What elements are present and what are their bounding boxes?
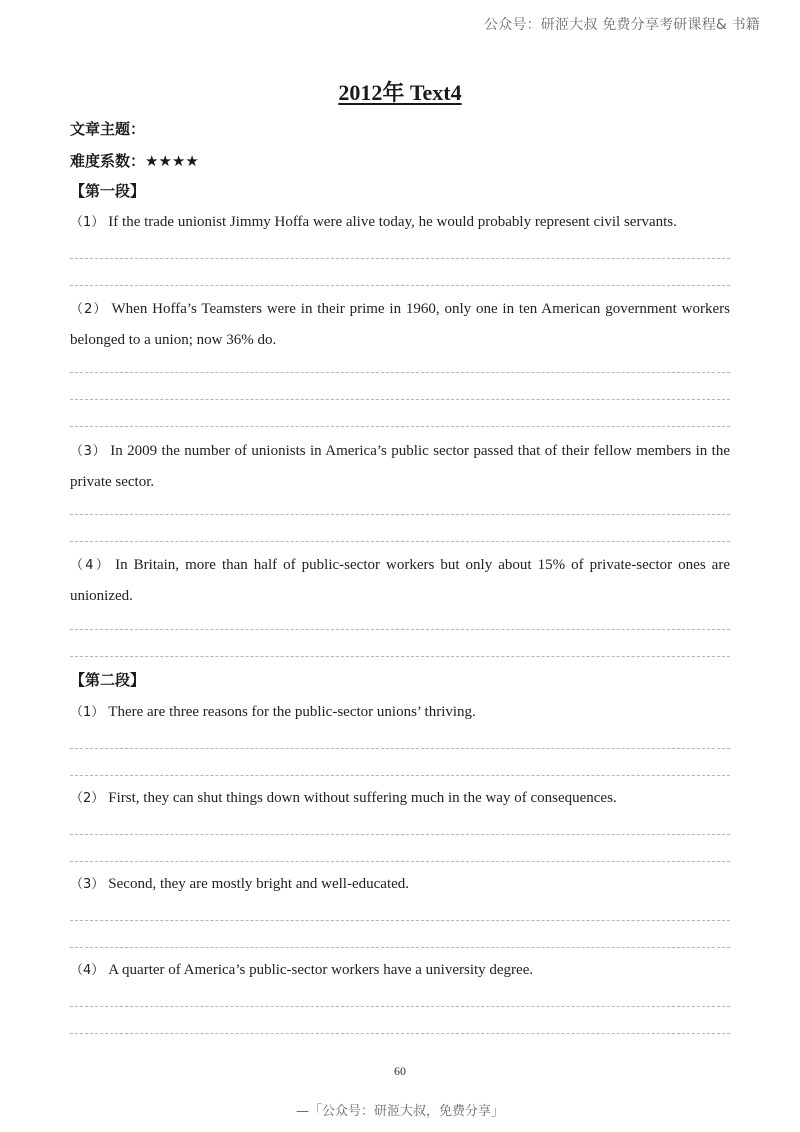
page-title-text: 2012年 Text4: [338, 80, 462, 105]
sentence-1-3: [70, 436, 730, 497]
answer-line: [70, 834, 730, 835]
answer-line: [70, 1033, 730, 1034]
answer-line: [70, 426, 730, 427]
topic-label: 文章主题：: [70, 120, 146, 138]
sentence-number: （2）: [70, 791, 105, 806]
sentence-number: （4）: [70, 558, 112, 573]
sentence-2-3: [70, 869, 730, 900]
header-note: 公众号：研洍大叔 免费分享考研课程& 书籍: [483, 17, 760, 33]
sentence-1-2: [70, 294, 730, 355]
sentence-number: （2）: [70, 302, 108, 317]
answer-line: [70, 748, 730, 749]
answer-line: [70, 541, 730, 542]
sentence-2-1: [70, 697, 730, 728]
sentence-text: First, they can shut things down without suffering much in the way of consequences.: [108, 790, 617, 806]
sentence-text: A quarter of America’s public-sector workers have a university degree.: [108, 962, 534, 978]
sentence-text: In Britain, more than half of public-sector workers but only about 15% of private-sector ones are unionized.: [70, 557, 730, 604]
difficulty-line: [70, 150, 199, 171]
difficulty-label: 难度系数：: [70, 152, 146, 170]
sentence-text: In 2009 the number of unionists in America’s public sector passed that of their fellow members in the private sector.: [70, 443, 730, 490]
answer-line: [70, 775, 730, 776]
section-heading-1: 【第一段】: [70, 182, 146, 200]
answer-line: [70, 1006, 730, 1007]
sentence-number: （3）: [70, 877, 105, 892]
sentence-1-1: [70, 207, 730, 238]
sentence-2-2: [70, 783, 730, 814]
sentence-number: （1）: [70, 705, 105, 720]
answer-line: [70, 372, 730, 373]
answer-line: [70, 656, 730, 657]
answer-line: [70, 629, 730, 630]
answer-line: [70, 285, 730, 286]
sentence-text: Second, they are mostly bright and well-educated.: [108, 876, 410, 892]
sentence-text: When Hoffa’s Teamsters were in their prime in 1960, only one in ten American government workers belonged to a union; now 36% do.: [70, 301, 730, 348]
difficulty-stars: ★★★★: [145, 152, 199, 170]
answer-line: [70, 920, 730, 921]
sentence-number: （1）: [70, 215, 105, 230]
sentence-1-4: [70, 550, 730, 611]
section-heading-2: 【第二段】: [70, 671, 146, 689]
sentence-text: If the trade unionist Jimmy Hoffa were alive today, he would probably represent civil servants.: [108, 214, 677, 230]
page-number: 60: [394, 1064, 406, 1078]
footer-note: —「公众号：研洍大叔，免费分享」: [295, 1104, 504, 1119]
sentence-number: （4）: [70, 963, 105, 978]
sentence-number: （3）: [70, 444, 107, 459]
answer-line: [70, 258, 730, 259]
answer-line: [70, 861, 730, 862]
answer-line: [70, 514, 730, 515]
answer-line: [70, 947, 730, 948]
answer-line: [70, 399, 730, 400]
sentence-2-4: [70, 955, 730, 986]
sentence-text: There are three reasons for the public-sector unions’ thriving.: [108, 704, 476, 720]
page-title: [0, 76, 800, 107]
